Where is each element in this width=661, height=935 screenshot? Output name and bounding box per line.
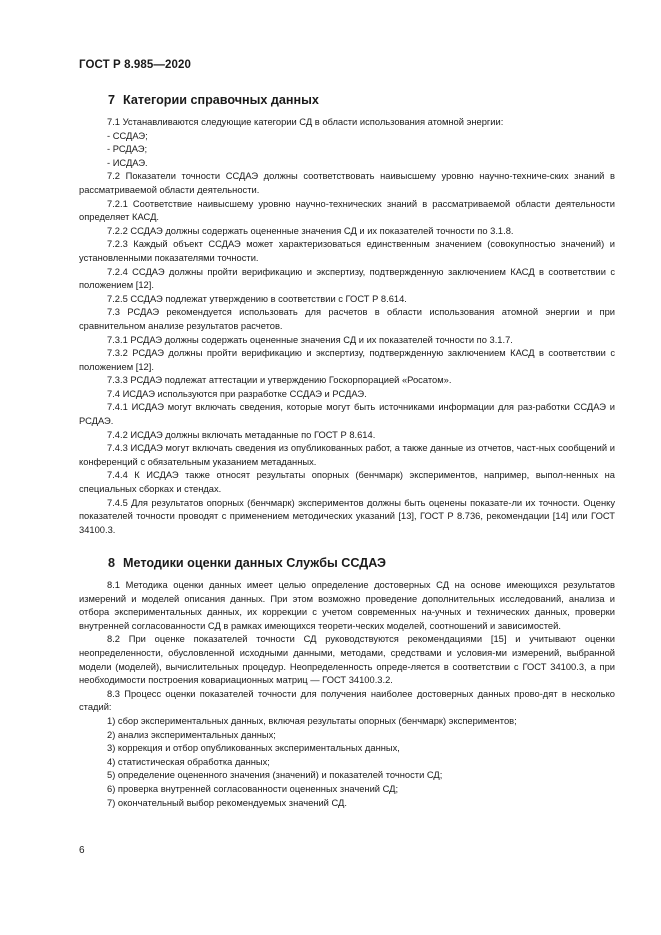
paragraph: 7.3.1 РСДАЭ должны содержать оцененные значения СД и их показателей точности по 3.1.7. — [107, 334, 513, 345]
paragraph: 7.2.1 Соответствие наивысшему уровню научно-технических знаний в рассматриваемой области деятельности определяет КАСД. — [79, 198, 615, 223]
section-8-heading — [108, 556, 386, 570]
paragraph: 7.1 Устанавливаются следующие категории СД в области использования атомной энергии: — [107, 117, 504, 127]
document-header: ГОСТ Р 8.985—2020 — [79, 59, 191, 71]
section-8-number: 8 — [108, 556, 116, 570]
paragraph: 7.4.5 Для результатов опорных (бенчмарк) экспериментов должны быть оценены показате-ли их точности. Оценку показателей точности проводят с применением методических указаний [13], ГОСТ Р 8.736, рекомендации [14] или ГОСТ 34100.3. — [79, 497, 615, 535]
stage-item: 3) коррекция и отбор опубликованных экспериментальных данных, — [107, 743, 400, 754]
paragraph: 7.2.3 Каждый объект ССДАЭ может характеризоваться единственным значением (совокупностью значений) и установленными показателями точности. — [79, 239, 615, 263]
list-item: - ССДАЭ; — [107, 130, 148, 141]
paragraph: 8.3 Процесс оценки показателей точности для получения наиболее достоверных данных прово-дят в несколько стадий: — [79, 688, 615, 713]
paragraph: 7.2.2 ССДАЭ должны содержать оцененные значения СД и их показателей точности по 3.1.8. — [107, 225, 514, 236]
paragraph: 7.4.4 К ИСДАЭ также относят результаты опорных (бенчмарк) экспериментов, например, выпол-ненных на специальных сборках и стендах. — [79, 470, 615, 495]
stage-item: 1) сбор экспериментальных данных, включая результаты опорных (бенчмарк) экспериментов; — [107, 715, 517, 726]
paragraph: 7.3.2 РСДАЭ должны пройти верификацию и экспертизу, подтвержденную заключением КАСД в соответствии с положением [12]. — [79, 348, 615, 372]
section-7-number: 7 — [108, 93, 116, 107]
paragraph: 7.4.1 ИСДАЭ могут включать сведения, которые могут быть источниками информации для раз-работки ССДАЭ и РСДАЭ. — [79, 402, 615, 427]
page-number: 6 — [79, 845, 85, 856]
paragraph: 7.2.5 ССДАЭ подлежат утверждению в соответствии с ГОСТ Р 8.614. — [107, 293, 407, 304]
paragraph: 8.1 Методика оценки данных имеет целью определение достоверных СД на основе имеющихся результатов измерений и моделей описания данных. При этом возможно проведение дополнительных исследований, анализа и отбора экспериментальных данных, их коррекции с учетом современных на-учных и технических данных, проверки внутренней согласованности СД в рамках имеющихся теорети-ческих моделей, соотношений и зависимостей. — [79, 580, 615, 631]
list-item: - ИСДАЭ. — [107, 157, 148, 168]
section-8-body — [79, 579, 615, 810]
paragraph: 7.4.2 ИСДАЭ должны включать метаданные по ГОСТ Р 8.614. — [107, 429, 376, 440]
paragraph: 7.2.4 ССДАЭ должны пройти верификацию и экспертизу, подтвержденную заключением КАСД в соответствии с положением [12]. — [79, 266, 615, 291]
section-7-title: Категории справочных данных — [123, 93, 319, 107]
paragraph: 7.3.3 РСДАЭ подлежат аттестации и утверждению Госкорпорацией «Росатом». — [107, 375, 452, 386]
paragraph: 7.4.3 ИСДАЭ могут включать сведения из опубликованных работ, а также данные из отчетов, част-ных сообщений и конференций с обязательным указанием метаданных. — [79, 443, 615, 467]
section-7-body — [79, 116, 615, 537]
paragraph: 7.3 РСДАЭ рекомендуется использовать для расчетов в области использования атомной энергии и при сравнительном анализе результатов расчетов. — [79, 307, 615, 331]
stage-item: 7) окончательный выбор рекомендуемых значений СД. — [107, 797, 347, 808]
list-item: - РСДАЭ; — [107, 144, 148, 155]
paragraph: 7.2 Показатели точности ССДАЭ должны соответствовать наивысшему уровню научно-техниче-ских знаний в рассматриваемой области деятельности. — [79, 171, 615, 195]
stage-item: 2) анализ экспериментальных данных; — [107, 729, 276, 740]
paragraph: 7.4 ИСДАЭ используются при разработке ССДАЭ и РСДАЭ. — [107, 388, 367, 399]
stage-item: 4) статистическая обработка данных; — [107, 756, 270, 767]
stage-item: 5) определение оцененного значения (значений) и показателей точности СД; — [107, 770, 443, 781]
section-7-heading — [108, 93, 319, 107]
paragraph: 8.2 При оценке показателей точности СД руководствуются рекомендациями [15] и учитывают оценки неопределенности, обусловленной исходными данными, методами, средствами и условия-ми измерений, выбранной модели (моделей), вычислительных процедур. Неопределенность опреде-ляется в соответствии с ГОСТ 34100.3, а при необходимости построения ковариационных матриц — ГОСТ 34100.3.2. — [79, 634, 615, 686]
stage-item: 6) проверка внутренней согласованности оцененных значений СД; — [107, 783, 399, 794]
section-8-title: Методики оценки данных Службы ССДАЭ — [123, 556, 386, 570]
